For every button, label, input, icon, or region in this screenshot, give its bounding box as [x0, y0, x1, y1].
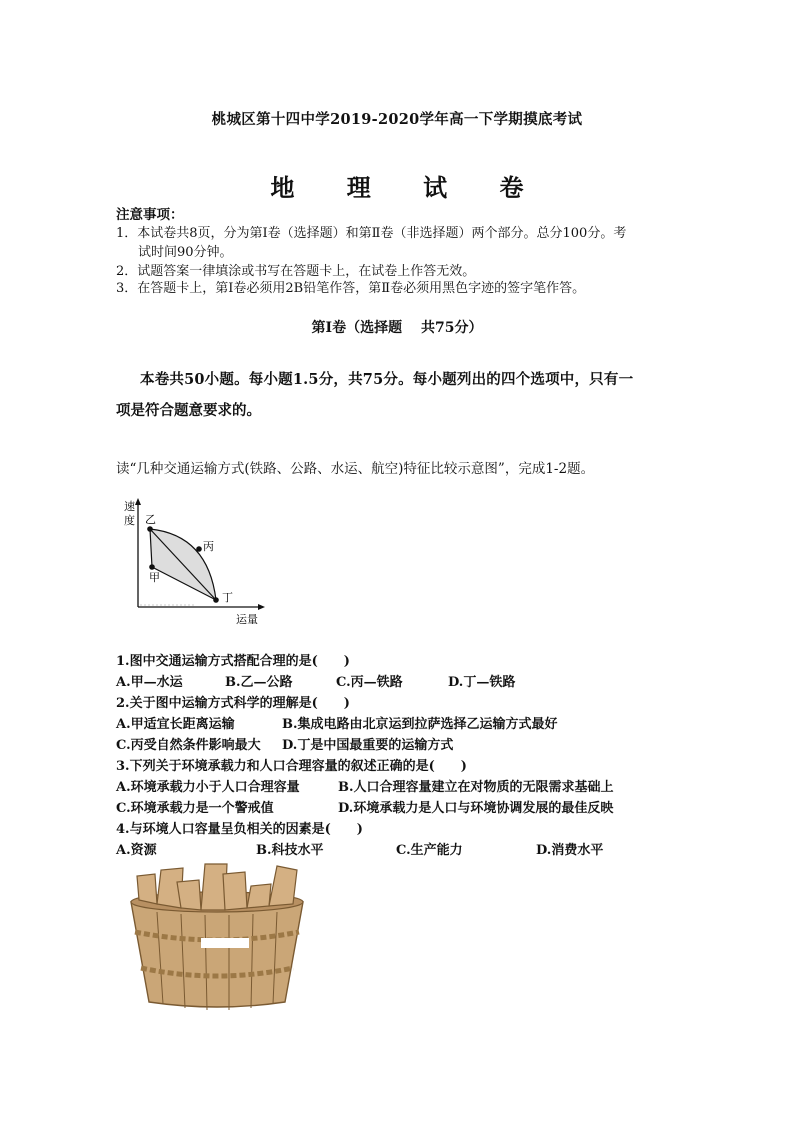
section-instructions-cont: 项是符合题意要求的。: [116, 402, 261, 419]
question-stem: 4.与环境人口容量呈负相关的因素是( ): [116, 822, 363, 837]
label-ding: 丁: [222, 591, 233, 604]
question-option: C.环境承载力是一个警戒值: [116, 801, 274, 816]
question-option: C.丙受自然条件影响最大: [116, 738, 261, 753]
label-jia: 甲: [149, 571, 160, 584]
question-option: D.消费水平: [536, 843, 604, 858]
question-option: A.环境承载力小于人口合理容量: [116, 780, 300, 795]
barrel-label-patch: [201, 938, 249, 948]
y-axis-arrow: [135, 498, 141, 505]
x-axis-arrow: [258, 604, 265, 610]
point-ding: [213, 597, 219, 603]
note-item: 试时间90分钟。: [138, 245, 233, 260]
question-option: D.丁—铁路: [448, 675, 516, 690]
question-option: D.环境承载力是人口与环境协调发展的最佳反映: [338, 801, 614, 816]
y-axis-label: 度: [124, 514, 135, 527]
speed-volume-diagram: [116, 495, 276, 630]
question-option: A.甲适宜长距离运输: [116, 717, 235, 732]
question-option: A.资源: [116, 843, 157, 858]
question-option: B.人口合理容量建立在对物质的无限需求基础上: [338, 780, 614, 795]
question-stem: 1.图中交通运输方式搭配合理的是( ): [116, 654, 350, 669]
question-option: B.集成电路由北京运到拉萨选择乙运输方式最好: [282, 717, 558, 732]
question-option: A.甲—水运: [116, 675, 183, 690]
question-option: C.丙—铁路: [336, 675, 403, 690]
question-option: B.科技水平: [256, 843, 324, 858]
point-yi: [147, 526, 153, 532]
label-bing: 丙: [203, 540, 214, 553]
x-axis-label: 运量: [236, 613, 258, 626]
question-stem: 2.关于图中运输方式科学的理解是( ): [116, 696, 350, 711]
point-bing: [196, 546, 202, 552]
reading-prompt: 读“几种交通运输方式(铁路、公路、水运、航空)特征比较示意图”，完成1-2题。: [116, 461, 595, 477]
y-axis-label: 速: [124, 500, 135, 513]
wooden-barrel-illustration: [117, 862, 317, 1014]
paper-title: 地 理 试 卷: [270, 173, 546, 202]
note-item: 2．试题答案一律填涂或书写在答题卡上，在试卷上作答无效。: [116, 264, 476, 279]
school-exam-title: 桃城区第十四中学2019-2020学年高一下学期摸底考试: [211, 111, 583, 128]
question-option: D.丁是中国最重要的运输方式: [282, 738, 454, 753]
section-title: 第Ⅰ卷（选择题 共75分）: [311, 320, 483, 336]
question-option: B.乙—公路: [225, 675, 293, 690]
section-instructions: 本卷共50小题。每小题1.5分，共75分。每小题列出的四个选项中，只有一: [140, 371, 634, 388]
note-item: 3．在答题卡上，第Ⅰ卷必须用2B铅笔作答，第Ⅱ卷必须用黑色字迹的签字笔作答。: [116, 281, 586, 296]
question-option: C.生产能力: [396, 843, 463, 858]
label-yi: 乙: [145, 513, 156, 526]
point-jia: [149, 564, 155, 570]
note-item: 1．本试卷共8页，分为第Ⅰ卷（选择题）和第Ⅱ卷（非选择题）两个部分。总分100分。考: [116, 226, 627, 241]
notes-heading: 注意事项：: [116, 207, 184, 223]
question-stem: 3.下列关于环境承载力和人口合理容量的叙述正确的是( ): [116, 759, 467, 774]
